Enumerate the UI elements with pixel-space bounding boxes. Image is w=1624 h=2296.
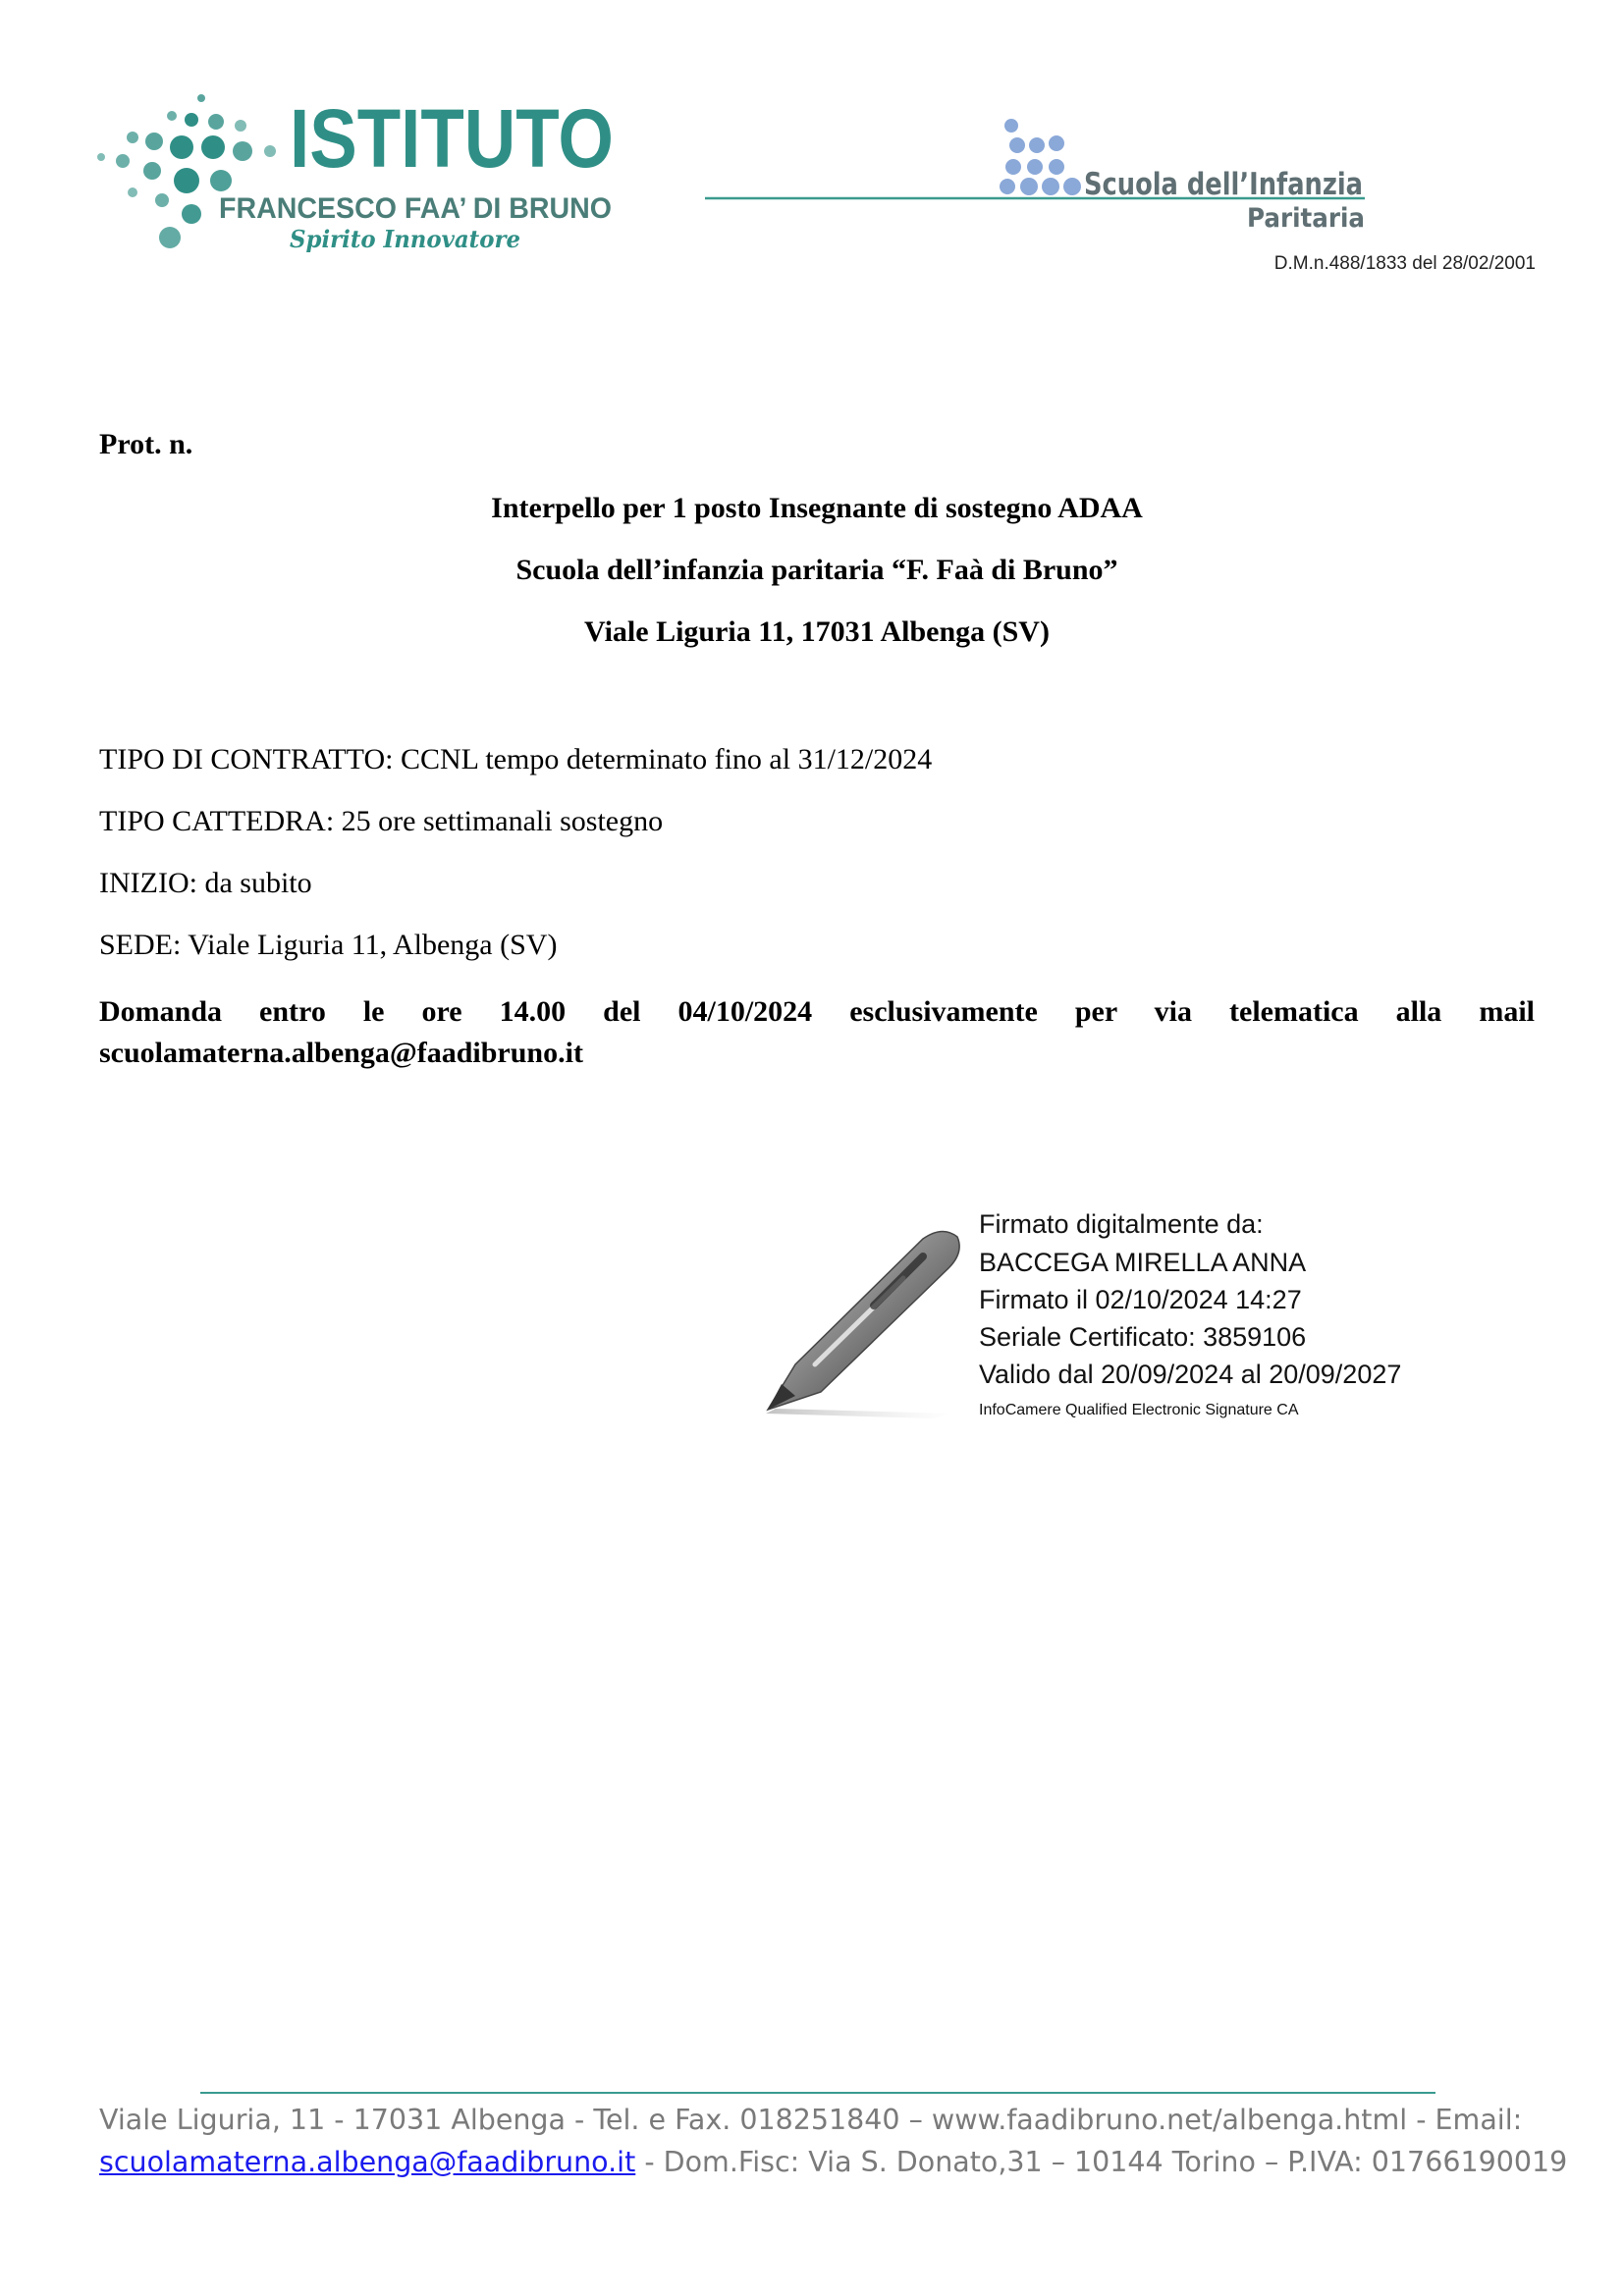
scuola-infanzia-logo [705, 116, 1373, 234]
logo-line1: Scuola dell’Infanzia [1084, 167, 1363, 202]
dots-icon [1000, 119, 1081, 195]
certificate-authority: InfoCamere Qualified Electronic Signature CA [979, 1402, 1299, 1418]
logo-motto: Spirito Innovatore [290, 225, 520, 253]
pen-icon [756, 1217, 972, 1423]
footer-line2 [99, 2146, 1568, 2178]
decree-reference: D.M.n.488/1833 del 28/02/2001 [1273, 253, 1536, 274]
contract-type: TIPO DI CONTRATTO: CCNL tempo determinato fino al 31/12/2024 [99, 743, 933, 775]
footer-email-link[interactable]: scuolamaterna.albenga@faadibruno.it [99, 2146, 636, 2178]
dots-icon [97, 94, 276, 248]
deadline-email: scuolamaterna.albenga@faadibruno.it [99, 1037, 583, 1069]
logo-title: ISTITUTO [290, 92, 614, 185]
work-location: SEDE: Viale Liguria 11, Albenga (SV) [99, 929, 558, 961]
protocol-number: Prot. n. [99, 428, 193, 460]
deadline-text: Domanda entro le ore 14.00 del 04/10/2024 esclusivamente per via telematica alla mail [99, 995, 1535, 1028]
application-deadline [99, 991, 1535, 1074]
certificate-serial: Seriale Certificato: 3859106 [979, 1322, 1307, 1352]
title-line: Viale Liguria 11, 17031 Albenga (SV) [584, 615, 1050, 648]
istituto-logo [93, 90, 623, 257]
title-line: Scuola dell’infanzia paritaria “F. Faà di Bruno” [515, 554, 1118, 586]
logo-line2: Paritaria [1247, 203, 1365, 234]
signer-name: BACCEGA MIRELLA ANNA [979, 1248, 1307, 1277]
footer-address: Viale Liguria, 11 - 17031 Albenga - Tel. e Fax. 018251840 – www.faadibruno.net/albenga.html - Email: [99, 2104, 1523, 2136]
certificate-validity: Valido dal 20/09/2024 al 20/09/2027 [979, 1360, 1402, 1389]
signature-label: Firmato digitalmente da: [979, 1209, 1264, 1239]
footer-rule [200, 2092, 1435, 2094]
footer-tax-info: - Dom.Fisc: Via S. Donato,31 – 10144 Torino – P.IVA: 01766190019 [635, 2146, 1568, 2178]
start-date: INIZIO: da subito [99, 867, 312, 899]
title-line: Interpello per 1 posto Insegnante di sostegno ADAA [491, 492, 1143, 524]
position-type: TIPO CATTEDRA: 25 ore settimanali sostegno [99, 805, 664, 837]
signature-date: Firmato il 02/10/2024 14:27 [979, 1285, 1302, 1314]
logo-subtitle: FRANCESCO FAA’ DI BRUNO [219, 192, 612, 225]
